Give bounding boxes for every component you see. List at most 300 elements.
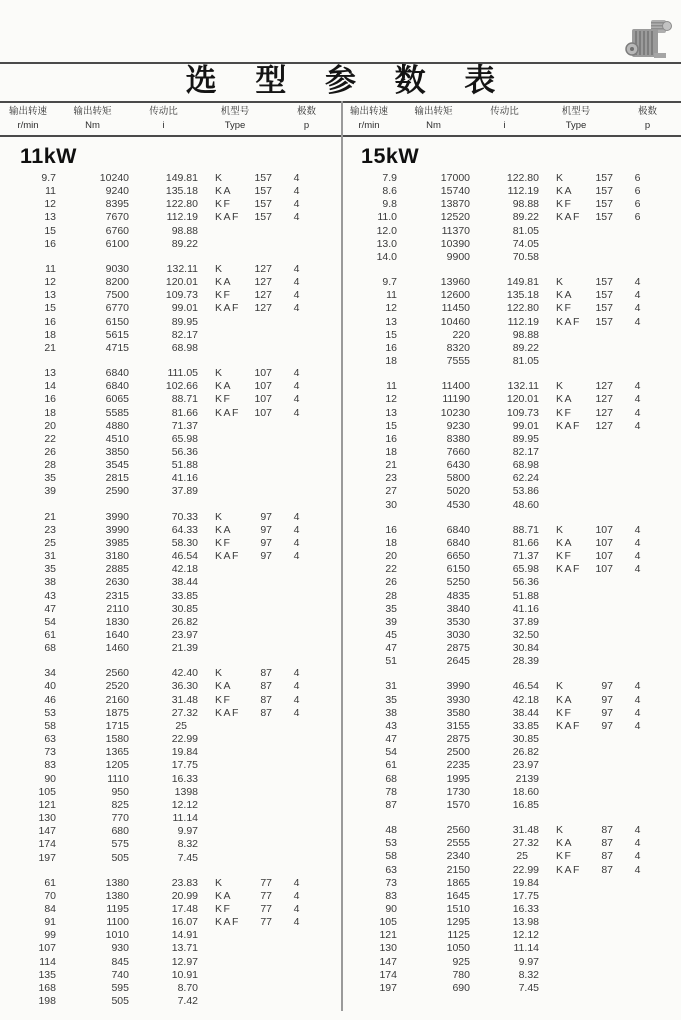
type-prefix-cell bbox=[215, 420, 248, 433]
ratio-cell: 68.98 bbox=[171, 341, 198, 354]
type-prefix-cell: KA bbox=[556, 185, 574, 198]
torque-cell: 1050 bbox=[446, 942, 470, 955]
poles-cell: 4 bbox=[293, 172, 300, 184]
torque-cell: 5615 bbox=[105, 328, 129, 341]
torque-cell: 2560 bbox=[446, 824, 470, 837]
poles-cell: 6 bbox=[634, 185, 641, 198]
poles-cell bbox=[272, 812, 341, 825]
ratio-cell: 33.85 bbox=[171, 589, 198, 602]
ratio-cell: 17.75 bbox=[171, 759, 198, 772]
type-prefix-cell bbox=[556, 238, 589, 251]
poles-cell: 4 bbox=[293, 289, 300, 302]
header-torque bbox=[56, 104, 129, 135]
poles-cell bbox=[272, 720, 341, 733]
spacer-cell bbox=[198, 172, 215, 185]
type-size-cell: 97 bbox=[601, 680, 613, 693]
table-row bbox=[341, 837, 681, 850]
spacer-cell bbox=[198, 982, 215, 995]
poles-cell bbox=[272, 746, 341, 759]
spacer-cell bbox=[539, 956, 556, 969]
type-size-cell bbox=[248, 929, 272, 942]
type-size-cell bbox=[248, 799, 272, 812]
torque-cell: 6650 bbox=[446, 550, 470, 563]
table-row bbox=[0, 172, 341, 185]
type-size-cell: 157 bbox=[595, 276, 613, 289]
type-prefix-cell bbox=[556, 499, 589, 512]
type-prefix-cell: KAF bbox=[215, 706, 240, 719]
ratio-cell: 22.99 bbox=[512, 863, 539, 876]
model-block bbox=[341, 276, 681, 368]
poles-cell: 6 bbox=[634, 172, 641, 184]
type-prefix-cell bbox=[556, 733, 589, 746]
type-size-cell: 157 bbox=[595, 211, 613, 224]
type-prefix-cell bbox=[556, 329, 589, 342]
torque-cell: 2815 bbox=[105, 472, 129, 485]
torque-cell: 3985 bbox=[105, 536, 129, 549]
type-size-cell: 127 bbox=[595, 406, 613, 419]
ratio-cell: 7.45 bbox=[518, 981, 539, 994]
torque-cell: 1510 bbox=[446, 902, 470, 915]
speed-cell: 107 bbox=[38, 942, 56, 955]
type-prefix-cell bbox=[556, 485, 589, 498]
poles-cell bbox=[613, 916, 681, 929]
type-size-cell: 157 bbox=[595, 198, 613, 211]
spacer-cell bbox=[198, 969, 215, 982]
table-row bbox=[341, 316, 681, 329]
type-size-cell bbox=[589, 733, 613, 746]
table-row bbox=[341, 969, 681, 982]
table-row bbox=[0, 590, 341, 603]
poles-cell bbox=[613, 733, 681, 746]
torque-cell: 2560 bbox=[105, 667, 129, 680]
type-prefix-cell: K bbox=[556, 276, 565, 289]
table-row bbox=[341, 799, 681, 812]
type-prefix-cell bbox=[215, 459, 248, 472]
spacer-cell bbox=[539, 969, 556, 982]
table-row bbox=[341, 185, 681, 198]
table-row bbox=[0, 616, 341, 629]
spacer-cell bbox=[198, 733, 215, 746]
speed-cell: 197 bbox=[379, 981, 397, 994]
torque-cell: 7500 bbox=[105, 289, 129, 302]
type-prefix-cell bbox=[215, 982, 248, 995]
type-prefix-cell: KF bbox=[215, 198, 232, 211]
torque-cell: 6760 bbox=[105, 224, 129, 237]
type-size-cell: 97 bbox=[601, 693, 613, 706]
type-prefix-cell bbox=[556, 472, 589, 485]
type-prefix-cell bbox=[215, 838, 248, 851]
speed-label: 输出转速 bbox=[349, 106, 388, 117]
ratio-cell: 18.60 bbox=[512, 785, 539, 798]
speed-cell: 22 bbox=[44, 432, 56, 445]
speed-cell: 135 bbox=[38, 968, 56, 981]
type-prefix-cell bbox=[215, 342, 248, 355]
torque-cell: 10460 bbox=[440, 315, 470, 328]
type-prefix-cell bbox=[556, 929, 589, 942]
type-size-cell: 87 bbox=[260, 693, 272, 706]
poles-cell bbox=[272, 329, 341, 342]
type-prefix-cell: KA bbox=[215, 380, 233, 393]
ratio-cell: 16.07 bbox=[171, 916, 198, 929]
type-size-cell bbox=[589, 929, 613, 942]
speed-cell: 12 bbox=[44, 198, 56, 211]
type-size-cell bbox=[589, 329, 613, 342]
poles-cell bbox=[272, 995, 341, 1008]
ratio-cell: 27.32 bbox=[171, 706, 198, 719]
type-prefix-cell: KA bbox=[556, 693, 574, 706]
table-row bbox=[0, 838, 341, 851]
ratio-cell: 21.39 bbox=[171, 642, 198, 655]
poles-cell bbox=[272, 825, 341, 838]
speed-cell: 30 bbox=[385, 498, 397, 511]
ratio-cell: 68.98 bbox=[512, 459, 539, 472]
type-prefix-cell bbox=[215, 642, 248, 655]
table-row bbox=[0, 942, 341, 955]
type-unit: Type bbox=[224, 120, 246, 131]
torque-cell: 7555 bbox=[446, 355, 470, 368]
table-row bbox=[341, 172, 681, 185]
ratio-cell: 10.91 bbox=[171, 968, 198, 981]
torque-cell: 1570 bbox=[446, 798, 470, 811]
poles-cell: 4 bbox=[634, 863, 641, 876]
type-prefix-cell bbox=[215, 956, 248, 969]
torque-cell: 8380 bbox=[446, 432, 470, 445]
type-size-cell bbox=[248, 329, 272, 342]
table-row bbox=[0, 225, 341, 238]
spacer-cell bbox=[539, 929, 556, 942]
torque-cell: 5800 bbox=[446, 472, 470, 485]
ratio-cell: 56.36 bbox=[512, 576, 539, 589]
speed-cell: 54 bbox=[44, 615, 56, 628]
spacer-cell bbox=[539, 655, 556, 668]
type-prefix-cell bbox=[215, 969, 248, 982]
type-prefix-cell: KA bbox=[556, 289, 574, 302]
spacer-cell bbox=[539, 185, 556, 198]
spacer-cell bbox=[539, 172, 556, 185]
speed-cell: 73 bbox=[385, 876, 397, 889]
torque-cell: 5585 bbox=[105, 406, 129, 419]
speed-cell: 58 bbox=[44, 719, 56, 732]
poles-cell bbox=[613, 956, 681, 969]
torque-cell: 2875 bbox=[446, 733, 470, 746]
ratio-cell: 112.19 bbox=[507, 315, 539, 328]
torque-cell: 1730 bbox=[446, 785, 470, 798]
torque-cell: 925 bbox=[452, 955, 470, 968]
ratio-cell: 22.99 bbox=[171, 733, 198, 746]
type-size-cell: 157 bbox=[595, 302, 613, 315]
data-blocks-11kw bbox=[0, 172, 341, 1008]
torque-cell: 6065 bbox=[105, 393, 129, 406]
torque-cell: 1010 bbox=[105, 929, 129, 942]
poles-cell bbox=[613, 446, 681, 459]
type-size-cell bbox=[248, 720, 272, 733]
type-size-cell bbox=[589, 433, 613, 446]
spacer-cell bbox=[539, 916, 556, 929]
speed-cell: 21 bbox=[44, 510, 56, 523]
table-row bbox=[0, 773, 341, 786]
type-prefix-cell bbox=[556, 355, 589, 368]
torque-cell: 1995 bbox=[446, 772, 470, 785]
spacer-cell bbox=[539, 877, 556, 890]
ratio-label: 传动比 bbox=[149, 106, 178, 117]
spacer-cell bbox=[198, 316, 215, 329]
poles-cell: 4 bbox=[634, 719, 641, 732]
poles-cell bbox=[272, 459, 341, 472]
poles-cell bbox=[272, 225, 341, 238]
poles-cell bbox=[613, 890, 681, 903]
torque-cell: 1365 bbox=[105, 746, 129, 759]
type-prefix-cell bbox=[556, 916, 589, 929]
type-label: 机型号 bbox=[220, 106, 250, 117]
speed-cell: 35 bbox=[385, 693, 397, 706]
ratio-cell: 16.85 bbox=[512, 798, 539, 811]
ratio-cell: 12.12 bbox=[512, 929, 539, 942]
speed-cell: 12 bbox=[385, 393, 397, 406]
poles-cell bbox=[272, 759, 341, 772]
speed-cell: 147 bbox=[38, 825, 56, 838]
spacer-cell bbox=[198, 420, 215, 433]
type-prefix-cell bbox=[215, 316, 248, 329]
ratio-cell: 12.12 bbox=[171, 798, 198, 811]
table-row bbox=[341, 524, 681, 537]
torque-cell: 3990 bbox=[446, 680, 470, 693]
type-size-cell: 77 bbox=[260, 916, 272, 929]
type-prefix-cell bbox=[215, 472, 248, 485]
type-prefix-cell: K bbox=[556, 523, 565, 536]
type-prefix-cell bbox=[215, 576, 248, 589]
torque-cell: 740 bbox=[111, 968, 129, 981]
speed-cell: 11 bbox=[45, 185, 56, 198]
ratio-cell: 89.22 bbox=[512, 341, 539, 354]
torque-cell: 2520 bbox=[105, 680, 129, 693]
ratio-cell: 98.88 bbox=[512, 328, 539, 341]
torque-cell: 6840 bbox=[105, 380, 129, 393]
header-ratio bbox=[470, 104, 539, 135]
speed-cell: 61 bbox=[44, 876, 56, 889]
table-row bbox=[341, 680, 681, 693]
ratio-cell: 89.95 bbox=[512, 432, 539, 445]
ratio-cell: 19.84 bbox=[512, 876, 539, 889]
spacer-cell bbox=[198, 576, 215, 589]
type-size-cell bbox=[248, 733, 272, 746]
poles-cell: 4 bbox=[293, 693, 300, 706]
type-prefix-cell bbox=[556, 603, 589, 616]
ratio-cell: 13.98 bbox=[512, 916, 539, 929]
poles-cell: 4 bbox=[293, 380, 300, 393]
type-prefix-cell bbox=[215, 759, 248, 772]
poles-cell bbox=[272, 238, 341, 251]
poles-cell bbox=[272, 942, 341, 955]
ratio-cell: 111.05 bbox=[167, 367, 198, 380]
speed-cell: 84 bbox=[44, 902, 56, 915]
type-prefix-cell: K bbox=[556, 680, 565, 693]
poles-cell: 4 bbox=[634, 393, 641, 406]
type-size-cell bbox=[248, 472, 272, 485]
spacer-cell bbox=[539, 824, 556, 837]
poles-cell bbox=[272, 733, 341, 746]
table-row bbox=[0, 929, 341, 942]
type-size-cell: 127 bbox=[595, 380, 613, 393]
torque-cell: 1100 bbox=[106, 916, 129, 929]
torque-cell: 1830 bbox=[105, 615, 129, 628]
poles-cell: 4 bbox=[634, 380, 641, 393]
torque-cell: 5020 bbox=[446, 485, 470, 498]
spacer-cell bbox=[198, 524, 215, 537]
speed-cell: 34 bbox=[44, 667, 56, 680]
type-prefix-cell: KF bbox=[215, 393, 232, 406]
type-size-cell bbox=[589, 603, 613, 616]
spacer-cell bbox=[198, 263, 215, 276]
torque-cell: 3030 bbox=[446, 629, 470, 641]
ratio-cell: 38.44 bbox=[171, 576, 198, 589]
type-prefix-cell: KAF bbox=[215, 916, 240, 929]
speed-cell: 18 bbox=[44, 406, 56, 419]
speed-cell: 15 bbox=[385, 419, 397, 432]
type-prefix-cell: K bbox=[556, 380, 565, 393]
model-block bbox=[341, 524, 681, 669]
table-row bbox=[0, 969, 341, 982]
spacer-cell bbox=[539, 225, 556, 238]
ratio-cell: 30.84 bbox=[512, 642, 539, 655]
type-prefix-cell bbox=[556, 786, 589, 799]
spacer-cell bbox=[198, 995, 215, 1008]
speed-cell: 63 bbox=[44, 733, 56, 746]
torque-cell: 1640 bbox=[105, 629, 129, 641]
type-prefix-cell bbox=[556, 877, 589, 890]
speed-cell: 20 bbox=[44, 419, 56, 432]
poles-cell bbox=[272, 629, 341, 642]
spacer-cell bbox=[198, 590, 215, 603]
ratio-cell: 27.32 bbox=[512, 837, 539, 850]
ratio-cell: 81.05 bbox=[512, 355, 539, 368]
spacer-cell bbox=[539, 629, 556, 642]
ratio-cell: 70.33 bbox=[171, 510, 198, 523]
poles-cell: 4 bbox=[634, 824, 641, 837]
ratio-cell: 19.84 bbox=[171, 746, 198, 759]
spacer-cell bbox=[539, 707, 556, 720]
type-size-cell: 77 bbox=[260, 902, 272, 915]
column-header-left bbox=[0, 104, 341, 135]
torque-cell: 2235 bbox=[446, 759, 470, 772]
torque-cell: 1380 bbox=[105, 876, 129, 889]
model-block bbox=[0, 172, 341, 251]
type-size-cell bbox=[248, 446, 272, 459]
spacer-cell bbox=[198, 720, 215, 733]
speed-cell: 21 bbox=[44, 341, 56, 354]
type-prefix-cell bbox=[556, 590, 589, 603]
spacer-cell bbox=[539, 407, 556, 420]
spacer-cell bbox=[198, 276, 215, 289]
ratio-cell: 12.97 bbox=[171, 955, 198, 968]
speed-cell: 14.0 bbox=[376, 250, 397, 263]
type-size-cell bbox=[589, 877, 613, 890]
type-size-cell: 97 bbox=[260, 550, 272, 563]
poles-cell: 4 bbox=[293, 510, 300, 523]
spacer-cell bbox=[198, 903, 215, 916]
spacer-cell bbox=[539, 837, 556, 850]
table-row bbox=[0, 537, 341, 550]
spacer-cell bbox=[198, 799, 215, 812]
type-size-cell bbox=[589, 590, 613, 603]
type-prefix-cell: KAF bbox=[556, 315, 581, 328]
table-row bbox=[341, 211, 681, 224]
type-prefix-cell bbox=[215, 852, 248, 865]
torque-cell: 4835 bbox=[446, 589, 470, 602]
type-size-cell bbox=[248, 225, 272, 238]
type-size-cell bbox=[248, 316, 272, 329]
type-prefix-cell bbox=[556, 969, 589, 982]
table-row bbox=[0, 302, 341, 315]
ratio-cell: 8.32 bbox=[518, 968, 539, 981]
poles-cell bbox=[272, 799, 341, 812]
type-size-cell: 127 bbox=[254, 302, 272, 315]
spacer-cell bbox=[539, 380, 556, 393]
speed-cell: 13 bbox=[44, 289, 56, 302]
spacer-cell bbox=[198, 746, 215, 759]
type-size-cell: 157 bbox=[254, 211, 272, 224]
type-prefix-cell: KA bbox=[556, 837, 574, 850]
speed-cell: 8.6 bbox=[382, 185, 397, 198]
spacer-cell bbox=[198, 446, 215, 459]
speed-cell: 18 bbox=[44, 328, 56, 341]
type-size-cell: 87 bbox=[260, 680, 272, 693]
type-prefix-cell: KF bbox=[556, 850, 573, 863]
ratio-cell: 89.22 bbox=[512, 211, 539, 224]
table-row bbox=[341, 929, 681, 942]
table-row bbox=[341, 563, 681, 576]
torque-cell: 7660 bbox=[446, 445, 470, 458]
ratio-cell: 25 bbox=[175, 719, 187, 732]
torque-cell: 11370 bbox=[441, 224, 470, 237]
model-block bbox=[341, 680, 681, 812]
speed-cell: 18 bbox=[385, 445, 397, 458]
type-size-cell: 87 bbox=[601, 824, 613, 837]
type-prefix-cell bbox=[556, 942, 589, 955]
poles-cell: 4 bbox=[634, 315, 641, 328]
poles-cell: 4 bbox=[293, 185, 300, 198]
spacer-cell bbox=[198, 407, 215, 420]
speed-cell: 174 bbox=[38, 838, 56, 851]
speed-cell: 90 bbox=[385, 902, 397, 915]
table-row bbox=[0, 890, 341, 903]
speed-cell: 16 bbox=[385, 523, 397, 536]
ratio-cell: 102.66 bbox=[165, 380, 198, 393]
poles-cell: 6 bbox=[634, 198, 641, 211]
type-prefix-cell: K bbox=[215, 172, 224, 184]
speed-cell: 23 bbox=[385, 472, 397, 485]
speed-cell: 48 bbox=[385, 824, 397, 837]
ratio-cell: 31.48 bbox=[512, 824, 539, 837]
type-size-cell: 97 bbox=[601, 719, 613, 732]
table-row bbox=[341, 890, 681, 903]
spacer-cell bbox=[198, 472, 215, 485]
poles-cell bbox=[613, 629, 681, 642]
header-type bbox=[198, 104, 272, 135]
table-row bbox=[0, 680, 341, 693]
type-prefix-cell: KF bbox=[215, 693, 232, 706]
torque-cell: 1110 bbox=[107, 772, 129, 785]
poles-cell bbox=[272, 316, 341, 329]
ratio-unit: i bbox=[162, 120, 165, 131]
speed-cell: 47 bbox=[44, 602, 56, 615]
type-size-cell bbox=[248, 995, 272, 1008]
poles-cell: 4 bbox=[634, 706, 641, 719]
ratio-cell: 70.58 bbox=[512, 250, 539, 263]
table-row bbox=[341, 485, 681, 498]
poles-cell bbox=[272, 342, 341, 355]
poles-unit: p bbox=[303, 120, 310, 131]
ratio-cell: 8.70 bbox=[177, 981, 198, 994]
